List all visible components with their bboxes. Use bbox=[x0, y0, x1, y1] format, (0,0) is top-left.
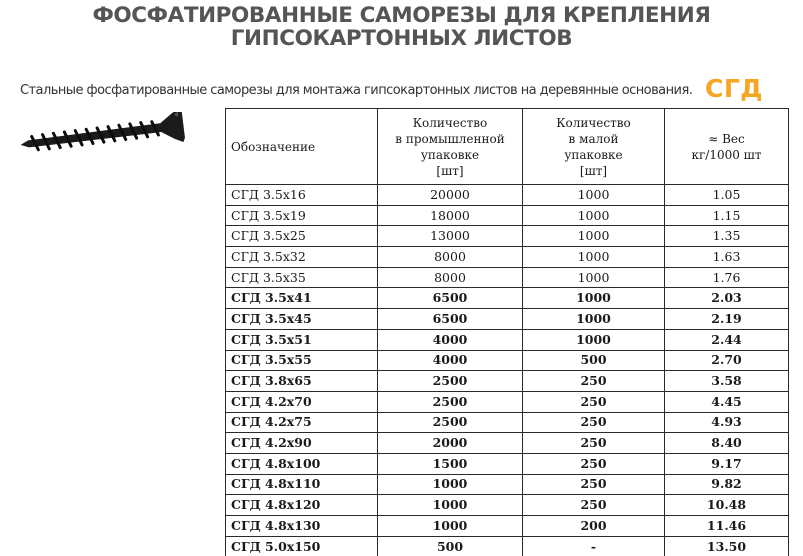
header-weight bbox=[665, 109, 789, 185]
cell-industrial-pack: 13000 bbox=[378, 226, 523, 247]
cell-weight: 8.40 bbox=[665, 433, 789, 454]
cell-small-pack: 1000 bbox=[523, 329, 665, 350]
header-line: упаковке bbox=[378, 147, 522, 163]
cell-weight: 1.63 bbox=[665, 247, 789, 268]
cell-weight: 3.58 bbox=[665, 371, 789, 392]
cell-small-pack: 1000 bbox=[523, 205, 665, 226]
cell-small-pack: 1000 bbox=[523, 226, 665, 247]
header-designation bbox=[226, 109, 378, 185]
cell-weight: 1.05 bbox=[665, 185, 789, 206]
cell-designation: СГД 4.8х130 bbox=[226, 516, 378, 537]
header-line: кг/1000 шт bbox=[665, 147, 788, 163]
cell-industrial-pack: 2500 bbox=[378, 371, 523, 392]
cell-designation: СГД 3.5х41 bbox=[226, 288, 378, 309]
table-row bbox=[226, 516, 789, 537]
cell-industrial-pack: 8000 bbox=[378, 247, 523, 268]
cell-weight: 2.19 bbox=[665, 309, 789, 330]
header-line: [шт] bbox=[523, 163, 664, 179]
cell-designation: СГД 3.5х25 bbox=[226, 226, 378, 247]
cell-industrial-pack: 1000 bbox=[378, 474, 523, 495]
header-line: [шт] bbox=[378, 163, 522, 179]
cell-weight: 1.76 bbox=[665, 267, 789, 288]
header-line: ≈ Вес bbox=[665, 131, 788, 147]
table-row bbox=[226, 309, 789, 330]
cell-designation: СГД 4.8х100 bbox=[226, 453, 378, 474]
cell-designation: СГД 3.5х32 bbox=[226, 247, 378, 268]
cell-industrial-pack: 4000 bbox=[378, 350, 523, 371]
cell-small-pack: 250 bbox=[523, 391, 665, 412]
cell-weight: 1.15 bbox=[665, 205, 789, 226]
table-row bbox=[226, 288, 789, 309]
cell-industrial-pack: 2000 bbox=[378, 433, 523, 454]
cell-weight: 4.93 bbox=[665, 412, 789, 433]
cell-small-pack: 250 bbox=[523, 371, 665, 392]
table-row bbox=[226, 495, 789, 516]
table-row bbox=[226, 536, 789, 556]
cell-weight: 2.44 bbox=[665, 329, 789, 350]
cell-industrial-pack: 4000 bbox=[378, 329, 523, 350]
cell-designation: СГД 4.2х90 bbox=[226, 433, 378, 454]
screw-spec-table bbox=[225, 108, 789, 556]
table-row bbox=[226, 205, 789, 226]
cell-small-pack: 250 bbox=[523, 433, 665, 454]
drywall-screw-icon bbox=[14, 112, 189, 158]
cell-designation: СГД 4.8х120 bbox=[226, 495, 378, 516]
table-body bbox=[226, 185, 789, 556]
header-line: в малой bbox=[523, 131, 664, 147]
cell-industrial-pack: 20000 bbox=[378, 185, 523, 206]
cell-small-pack: - bbox=[523, 536, 665, 556]
table-row bbox=[226, 433, 789, 454]
page-title bbox=[0, 4, 803, 50]
table-header-row bbox=[226, 109, 789, 185]
cell-weight: 11.46 bbox=[665, 516, 789, 537]
table-row bbox=[226, 267, 789, 288]
table-row bbox=[226, 226, 789, 247]
cell-designation: СГД 3.5х19 bbox=[226, 205, 378, 226]
cell-weight: 10.48 bbox=[665, 495, 789, 516]
cell-designation: СГД 4.2х75 bbox=[226, 412, 378, 433]
cell-small-pack: 250 bbox=[523, 412, 665, 433]
header-line: в промышленной bbox=[378, 131, 522, 147]
cell-weight: 4.45 bbox=[665, 391, 789, 412]
cell-designation: СГД 3.8х65 bbox=[226, 371, 378, 392]
table-row bbox=[226, 453, 789, 474]
cell-small-pack: 200 bbox=[523, 516, 665, 537]
cell-designation: СГД 4.8х110 bbox=[226, 474, 378, 495]
header-line: Количество bbox=[378, 115, 522, 131]
cell-industrial-pack: 1000 bbox=[378, 516, 523, 537]
table-row bbox=[226, 350, 789, 371]
cell-designation: СГД 3.5х45 bbox=[226, 309, 378, 330]
cell-weight: 9.17 bbox=[665, 453, 789, 474]
cell-industrial-pack: 2500 bbox=[378, 412, 523, 433]
cell-small-pack: 1000 bbox=[523, 185, 665, 206]
cell-weight: 2.03 bbox=[665, 288, 789, 309]
table-row bbox=[226, 391, 789, 412]
table-row bbox=[226, 412, 789, 433]
table-row bbox=[226, 329, 789, 350]
cell-designation: СГД 3.5х51 bbox=[226, 329, 378, 350]
cell-weight: 9.82 bbox=[665, 474, 789, 495]
header-industrial-pack bbox=[378, 109, 523, 185]
table-row bbox=[226, 185, 789, 206]
cell-small-pack: 1000 bbox=[523, 288, 665, 309]
cell-weight: 13.50 bbox=[665, 536, 789, 556]
cell-industrial-pack: 6500 bbox=[378, 309, 523, 330]
table-row bbox=[226, 247, 789, 268]
product-description: Стальные фосфатированные саморезы для монтажа гипсокартонных листов на деревянные основания. bbox=[20, 83, 692, 98]
cell-industrial-pack: 2500 bbox=[378, 391, 523, 412]
header-line: упаковке bbox=[523, 147, 664, 163]
cell-small-pack: 1000 bbox=[523, 247, 665, 268]
cell-small-pack: 500 bbox=[523, 350, 665, 371]
cell-industrial-pack: 6500 bbox=[378, 288, 523, 309]
header-line: Количество bbox=[523, 115, 664, 131]
table-row bbox=[226, 371, 789, 392]
cell-small-pack: 250 bbox=[523, 474, 665, 495]
header-small-pack bbox=[523, 109, 665, 185]
cell-industrial-pack: 1000 bbox=[378, 495, 523, 516]
cell-industrial-pack: 18000 bbox=[378, 205, 523, 226]
header-designation-line: Обозначение bbox=[231, 140, 315, 154]
cell-designation: СГД 3.5х16 bbox=[226, 185, 378, 206]
cell-designation: СГД 4.2х70 bbox=[226, 391, 378, 412]
cell-small-pack: 1000 bbox=[523, 309, 665, 330]
cell-small-pack: 1000 bbox=[523, 267, 665, 288]
cell-industrial-pack: 1500 bbox=[378, 453, 523, 474]
cell-designation: СГД 3.5х55 bbox=[226, 350, 378, 371]
table-row bbox=[226, 474, 789, 495]
cell-weight: 2.70 bbox=[665, 350, 789, 371]
cell-small-pack: 250 bbox=[523, 495, 665, 516]
cell-designation: СГД 5.0х150 bbox=[226, 536, 378, 556]
cell-weight: 1.35 bbox=[665, 226, 789, 247]
cell-designation: СГД 3.5х35 bbox=[226, 267, 378, 288]
cell-industrial-pack: 8000 bbox=[378, 267, 523, 288]
product-code-badge: СГД bbox=[705, 74, 763, 103]
cell-industrial-pack: 500 bbox=[378, 536, 523, 556]
page-title-line1: ФОСФАТИРОВАННЫЕ САМОРЕЗЫ ДЛЯ КРЕПЛЕНИЯ bbox=[0, 4, 803, 27]
page-title-line2: ГИПСОКАРТОННЫХ ЛИСТОВ bbox=[0, 27, 803, 50]
cell-small-pack: 250 bbox=[523, 453, 665, 474]
